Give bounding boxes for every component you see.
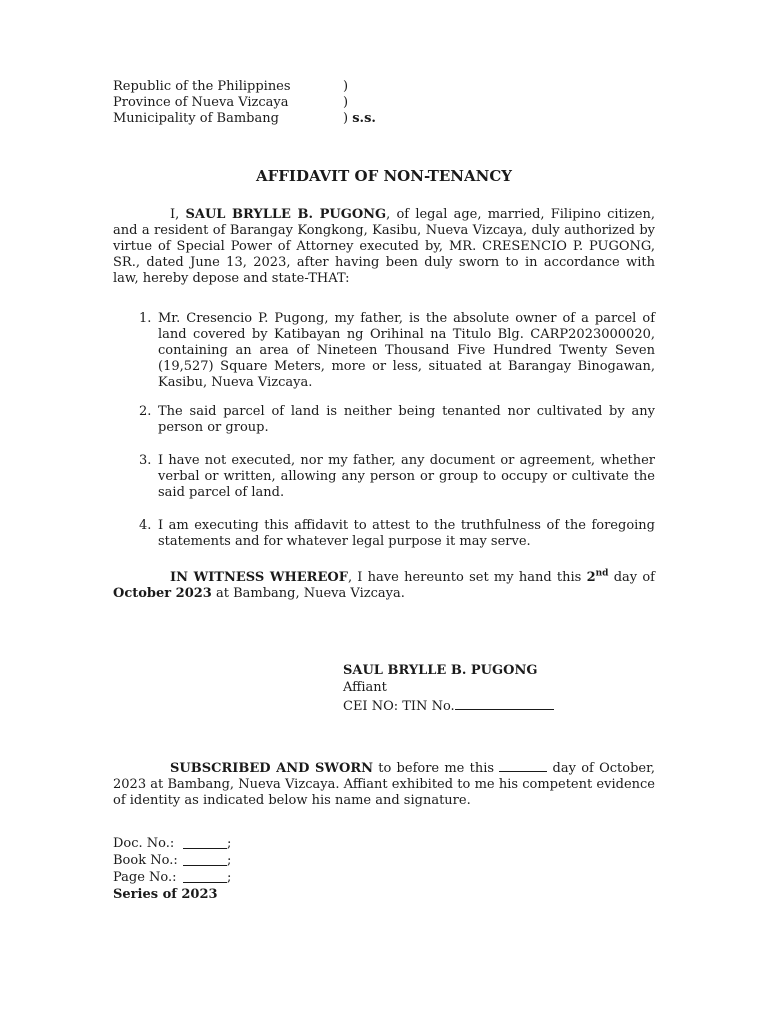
book-no-sep: ; [227, 853, 232, 868]
witness-day [587, 570, 609, 585]
list-item-text: I am executing this affidavit to attest to the truthfulness of the foregoing statements and for whatever legal purpose it may serve. [158, 518, 655, 549]
notarial-register [113, 836, 231, 904]
doc-no-blank [183, 836, 227, 849]
venue-paren: ) [343, 79, 349, 94]
list-item-number: 4. [139, 518, 152, 533]
affiant-name: SAUL BRYLLE B. PUGONG [185, 207, 387, 222]
jurat-day-blank [499, 759, 547, 772]
venue-country: Republic of the Philippines [113, 79, 291, 94]
venue-paren-ss [343, 111, 376, 127]
jurat-lead: SUBSCRIBED AND SWORN [170, 761, 374, 776]
venue-municipality: Municipality of Bambang [113, 111, 279, 126]
witness-paragraph [113, 570, 655, 602]
list-item-number: 2. [139, 404, 152, 419]
witness-mid: , I have hereunto set my hand this [347, 570, 587, 585]
list-item [113, 518, 655, 550]
signatory-id-line [343, 697, 554, 714]
doc-no-label: Doc. No.: [113, 836, 175, 851]
jurat-paragraph [113, 759, 655, 809]
book-no-label: Book No.: [113, 853, 178, 868]
venue-province: Province of Nueva Vizcaya [113, 95, 289, 110]
intro-pre: I, [170, 207, 186, 222]
jurat-pre: to before me this [373, 761, 500, 776]
list-item [113, 404, 655, 436]
list-item [113, 453, 655, 501]
page-no-blank [183, 870, 227, 883]
tin-blank [455, 697, 554, 710]
doc-no-sep: ; [227, 836, 232, 851]
venue-paren: ) [343, 111, 349, 126]
signatory-role: Affiant [343, 680, 387, 695]
witness-lead: IN WITNESS WHEREOF [170, 570, 348, 585]
jurat-post: day of October, 2023 at Bambang, Nueva Vizcaya. Affiant exhibited to me his competent evidence of identity as indicated below his name and signature. [113, 761, 655, 808]
intro-rest: , of legal age, married, Filipino citizen, and a resident of Barangay Kongkong, Kasibu, Nueva Vizcaya, duly authorized by virtue of Special Power of Attorney executed by, MR. CRESENCIO P. PUGONG, SR., dated June 13, 2023, after having been duly sworn to in accordance with law, hereby depose and state-THAT: [113, 207, 655, 286]
list-item-number: 3. [139, 453, 152, 468]
witness-day-suffix: nd [595, 568, 609, 579]
signatory-id-label: CEI NO: TIN No. [343, 699, 455, 714]
venue-paren: ) [343, 95, 349, 110]
intro-paragraph [113, 207, 655, 287]
list-item-text: I have not executed, nor my father, any document or agreement, whether verbal or written, allowing any person or group to occupy or cultivate the said parcel of land. [158, 453, 655, 500]
book-no-blank [183, 853, 227, 866]
list-item-number: 1. [139, 311, 152, 326]
page-no-label: Page No.: [113, 870, 177, 885]
witness-after: day of [608, 570, 655, 585]
list-item [113, 311, 655, 391]
witness-day-number: 2 [586, 570, 596, 585]
list-item-text: Mr. Cresencio P. Pugong, my father, is the absolute owner of a parcel of land covered by Katibayan ng Orihinal na Titulo Blg. CARP2023000020, containing an area of Nineteen Thousand Five Hundred Twenty Seven (19,527) Square Meters, more or less, situated at Barangay Binogawan, Kasibu, Nueva Vizcaya. [158, 311, 655, 390]
page-no-sep: ; [227, 870, 232, 885]
signature-block [343, 663, 554, 714]
witness-month: October 2023 [113, 586, 212, 601]
series-label: Series of 2023 [113, 887, 218, 902]
venue-ss: s.s. [352, 111, 376, 126]
document-title: AFFIDAVIT OF NON-TENANCY [255, 167, 513, 185]
venue-block [113, 79, 376, 127]
witness-place: at Bambang, Nueva Vizcaya. [211, 586, 405, 601]
list-item-text: The said parcel of land is neither being tenanted nor cultivated by any person or group. [158, 404, 655, 435]
signatory-name: SAUL BRYLLE B. PUGONG [343, 663, 538, 678]
